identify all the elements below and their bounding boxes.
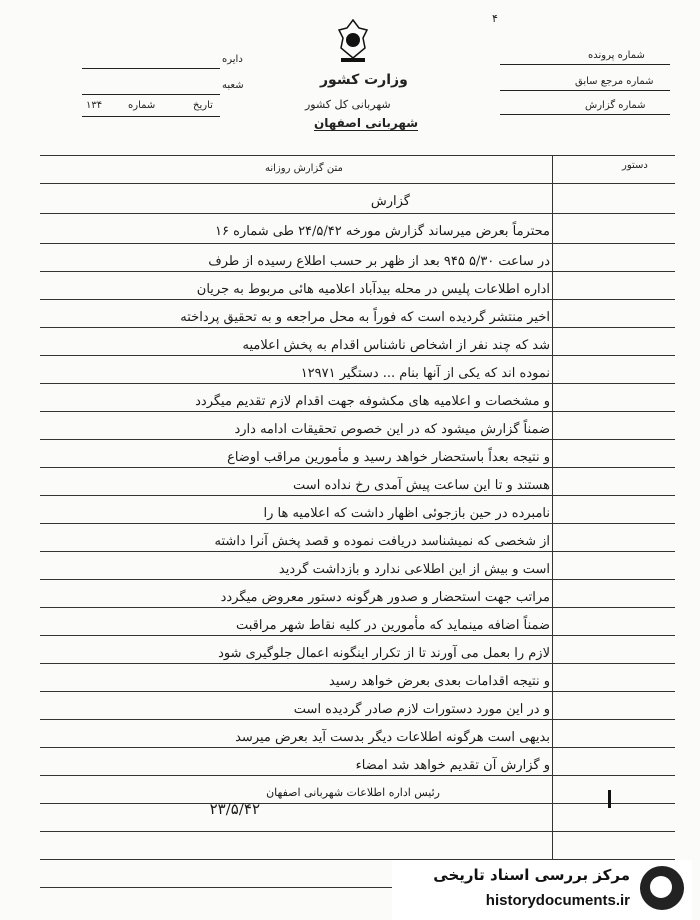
body-line: است و بیش از این اطلاعی ندارد و بازداشت گردید [278, 562, 550, 577]
body-line: محترماً بعرض میرساند گزارش مورخه ۲۴/۵/۴۲ طی شماره ۱۶ [215, 224, 550, 239]
police-hq-title: شهربانی کل کشور [305, 98, 391, 111]
body-line: و نتیجه اقدامات بعدی بعرض خواهد رسید [329, 674, 550, 689]
body-line: ضمناً گزارش میشود که در این خصوص تحقیقات ادامه دارد [234, 422, 550, 437]
page-number: ۴ [492, 12, 498, 25]
reference-number-label: شماره مرجع سابق [575, 76, 654, 87]
body-line: در ساعت ۵/۳۰ ۹۴۵ بعد از ظهر بر حسب اطلاع رسیده از طرف [208, 254, 550, 269]
body-line: مراتب جهت استحضار و صدور هرگونه دستور معروض میگردد [220, 590, 550, 605]
margin-mark [608, 790, 611, 808]
body-line: لازم را بعمل می آورند تا از تکرار اینگونه اعمال جلوگیری شود [218, 646, 550, 661]
body-line: از شخصی که نمیشناسد دریافت نموده و قصد پخش آنرا داشته [214, 534, 550, 549]
body-line: ضمناً اضافه مینماید که مأمورین در کلیه نقاط شهر مراقبت [235, 618, 550, 633]
daily-report-header: متن گزارش روزانه [265, 163, 343, 174]
report-number-label: شماره گزارش [585, 100, 646, 111]
number-label: شماره [128, 100, 156, 111]
isfahan-police-title: شهربانی اصفهان [314, 116, 419, 130]
file-number-label: شماره پرونده [588, 50, 645, 61]
body-line: و مشخصات و اعلامیه های مکشوفه جهت اقدام لازم تقدیم میگردد [195, 394, 550, 409]
number-value: ۱۳۴ [86, 100, 103, 111]
section-line [82, 94, 220, 95]
body-line: شد که چند نفر از اشخاص ناشناس اقدام به پخش اعلامیه [242, 338, 550, 353]
report-number-line [500, 114, 670, 115]
instructions-header: دستور [622, 160, 648, 171]
watermark-stamp [392, 860, 692, 920]
salutation: گزارش [370, 194, 410, 209]
body-line: بدیهی است هرگونه اطلاعات دیگر بدست آید بعرض میرسد [235, 730, 550, 745]
table-header-line [40, 183, 675, 184]
body-line: نموده اند که یکی از آنها بنام ... دستگیر ۱۲۹۷۱ [300, 366, 550, 381]
reference-number-line [500, 90, 670, 91]
body-line: و نتیجه بعداً باستحضار خواهد رسید و مأمورین مراقب اوضاع [227, 450, 550, 465]
body-line: نامبرده در حین بازجوئی اظهار داشت که اعلامیه ها را [263, 506, 550, 521]
watermark-url: historydocuments.ir [485, 892, 630, 909]
signature-line: رئیس اداره اطلاعات شهربانی اصفهان [266, 786, 440, 799]
watermark-title: مرکز بررسی اسناد تاریخی [433, 866, 630, 884]
archive-logo-icon [640, 866, 684, 910]
department-label: دایره [222, 54, 243, 65]
file-number-line [500, 64, 670, 65]
date-label: تاریخ [193, 100, 213, 111]
body-line: اخیر منتشر گردیده است که فوراً به محل مراجعه و به تحقیق پرداخته [180, 310, 550, 325]
department-line [82, 68, 220, 69]
date-line [82, 116, 220, 117]
body-line: و گزارش آن تقدیم خواهد شد امضاء [355, 758, 550, 773]
ministry-title: وزارت کشور [320, 72, 408, 88]
column-divider [552, 155, 553, 910]
body-line: اداره اطلاعات پلیس در محله بیدآباد اعلامیه هائی مربوط به جریان [196, 282, 550, 297]
emblem-icon [333, 18, 373, 64]
body-line: و در این مورد دستورات لازم صادر گردیده است [293, 702, 550, 717]
section-label: شعبه [222, 80, 244, 91]
table-top-line [40, 155, 675, 156]
body-line: هستند و تا این ساعت پیش آمدی رخ نداده است [293, 478, 550, 493]
date-note: ۲۳/۵/۴۲ [209, 800, 260, 818]
